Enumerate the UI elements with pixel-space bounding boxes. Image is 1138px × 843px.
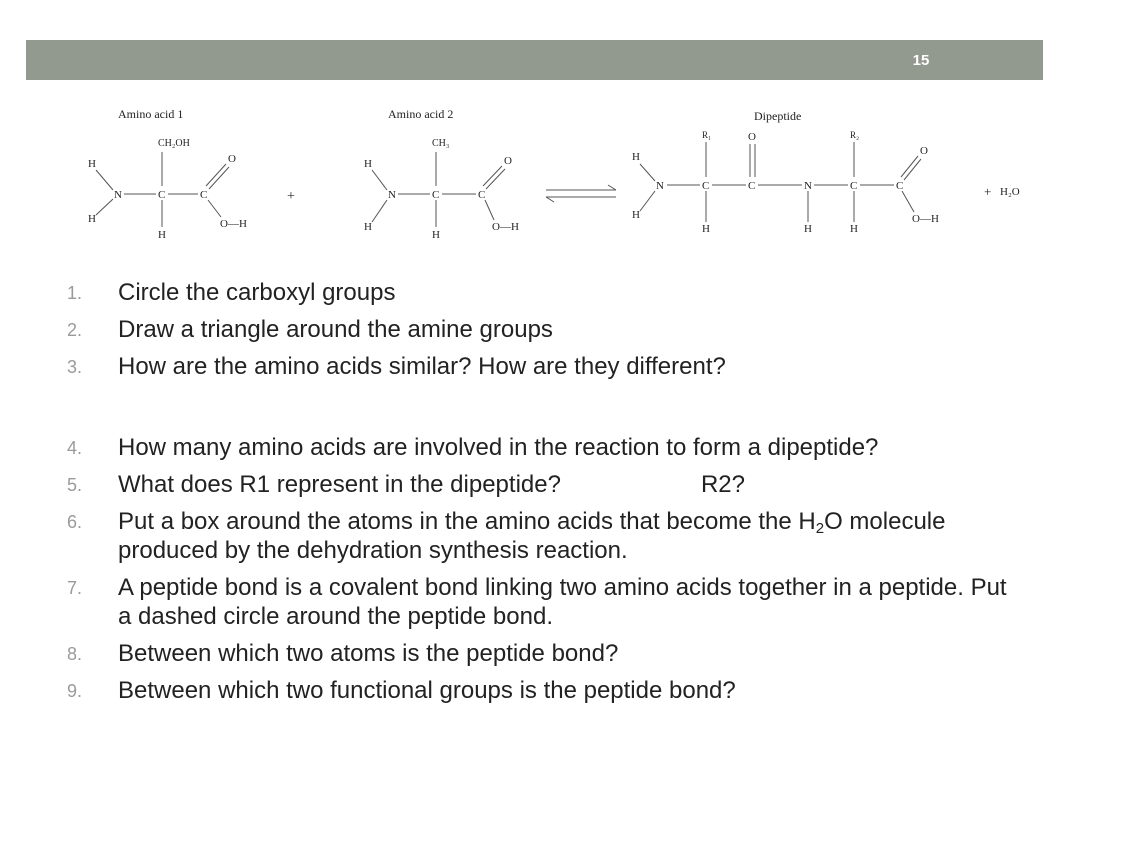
dp-o-end: O <box>920 145 928 157</box>
aa1-h-bottom: H <box>88 213 96 225</box>
question-item <box>60 278 1020 307</box>
dp-n2: N <box>804 180 812 192</box>
question-number: 8. <box>67 644 83 664</box>
question-item <box>60 639 1020 668</box>
question-text-continued: O molecule produced by the dehydration synthesis reaction. <box>118 508 946 564</box>
dp-h-top: H <box>632 151 640 163</box>
dp-oh: O—H <box>912 213 939 225</box>
aa1-n: N <box>114 189 122 201</box>
aa1-bond <box>209 167 229 189</box>
question-item <box>60 352 1020 381</box>
question-number: 1. <box>67 283 83 303</box>
dp-n1: N <box>656 180 664 192</box>
aa2-c-alpha: C <box>432 189 440 201</box>
aa2-h-top: H <box>364 158 372 170</box>
aa1-c-carboxyl: C <box>200 189 208 201</box>
question-item <box>60 676 1020 705</box>
plus-sign-2: + <box>984 184 992 199</box>
question-list <box>60 278 1020 713</box>
dp-o-mid: O <box>748 131 756 143</box>
water-label: H₂O <box>1000 186 1020 198</box>
amino-acid-2 <box>364 107 519 241</box>
question-number: 5. <box>67 475 83 495</box>
reaction-diagram <box>80 100 1040 250</box>
amino-acid-2-side-chain: CH₃ <box>432 138 450 149</box>
aa1-o-double: O <box>228 153 236 165</box>
dipeptide-title: Dipeptide <box>754 109 802 123</box>
aa1-c-alpha: C <box>158 189 166 201</box>
aa2-oh: O—H <box>492 221 519 233</box>
question-text: How many amino acids are involved in the reaction to form a dipeptide? <box>118 434 879 461</box>
question-text: Between which two atoms is the peptide bond? <box>118 640 619 667</box>
reaction-svg <box>80 100 1040 250</box>
question-item <box>60 433 1020 462</box>
dp-h-n2: H <box>804 223 812 235</box>
dipeptide-r2: R₂ <box>850 130 860 140</box>
question-item <box>60 507 1020 565</box>
dp-bond <box>640 164 655 181</box>
aa1-oh: O—H <box>220 218 247 230</box>
aa1-bond <box>96 170 113 190</box>
question-text: Circle the carboxyl groups <box>118 279 396 306</box>
question-number: 3. <box>67 357 83 377</box>
header-bar <box>26 40 1043 80</box>
question-text: Put a box around the atoms in the amino acids that become the H <box>118 508 816 535</box>
slide-number: 15 <box>912 52 930 69</box>
amino-acid-1-side-chain: CH₂OH <box>158 138 190 149</box>
question-number: 4. <box>67 438 83 458</box>
amino-acid-1-title: Amino acid 1 <box>118 107 184 121</box>
dp-c1: C <box>702 180 710 192</box>
question-text: Draw a triangle around the amine groups <box>118 316 553 343</box>
dipeptide <box>632 109 939 235</box>
question-item <box>60 470 1020 499</box>
aa2-bond <box>483 166 502 186</box>
question-item <box>60 315 1020 344</box>
amino-acid-2-title: Amino acid 2 <box>388 107 454 121</box>
dp-bond <box>640 191 655 211</box>
question-text: How are the amino acids similar? How are they different? <box>118 353 726 380</box>
dp-h-c3: H <box>850 223 858 235</box>
question-text: Between which two functional groups is the peptide bond? <box>118 677 736 704</box>
aa2-n: N <box>388 189 396 201</box>
aa2-bond <box>372 200 387 222</box>
amino-acid-1 <box>88 107 247 241</box>
aa1-bond <box>208 200 221 217</box>
aa1-bond <box>96 199 113 215</box>
aa2-h-bottom: H <box>364 221 372 233</box>
question-item <box>60 573 1020 631</box>
aa2-bond <box>486 169 505 189</box>
question-text-extra: R2? <box>700 471 745 498</box>
question-number: 7. <box>67 578 83 598</box>
dp-bond <box>902 191 914 212</box>
question-number: 6. <box>67 512 83 532</box>
dp-c3: C <box>850 180 858 192</box>
aa2-c-carboxyl: C <box>478 189 486 201</box>
dp-c4: C <box>896 180 904 192</box>
aa2-bond <box>372 170 387 190</box>
question-number: 9. <box>67 681 83 701</box>
aa2-bond <box>485 200 494 220</box>
dp-h-c1: H <box>702 223 710 235</box>
dp-h-bottom: H <box>632 209 640 221</box>
dipeptide-r1: R₁ <box>702 130 712 140</box>
dp-c2: C <box>748 180 756 192</box>
subscript-2: 2 <box>815 520 825 537</box>
question-text: What does R1 represent in the dipeptide? <box>118 471 561 498</box>
question-number: 2. <box>67 320 83 340</box>
aa2-h-bottom-alpha: H <box>432 229 440 241</box>
aa1-bond <box>206 164 226 186</box>
aa1-h-bottom-alpha: H <box>158 229 166 241</box>
aa1-h-top: H <box>88 158 96 170</box>
question-text: A peptide bond is a covalent bond linking two amino acids together in a peptide. Put a dashed circle around the peptide bond. <box>118 574 1007 630</box>
equilibrium-arrow <box>546 185 616 202</box>
plus-sign-1: + <box>287 189 295 204</box>
aa2-o-double: O <box>504 155 512 167</box>
